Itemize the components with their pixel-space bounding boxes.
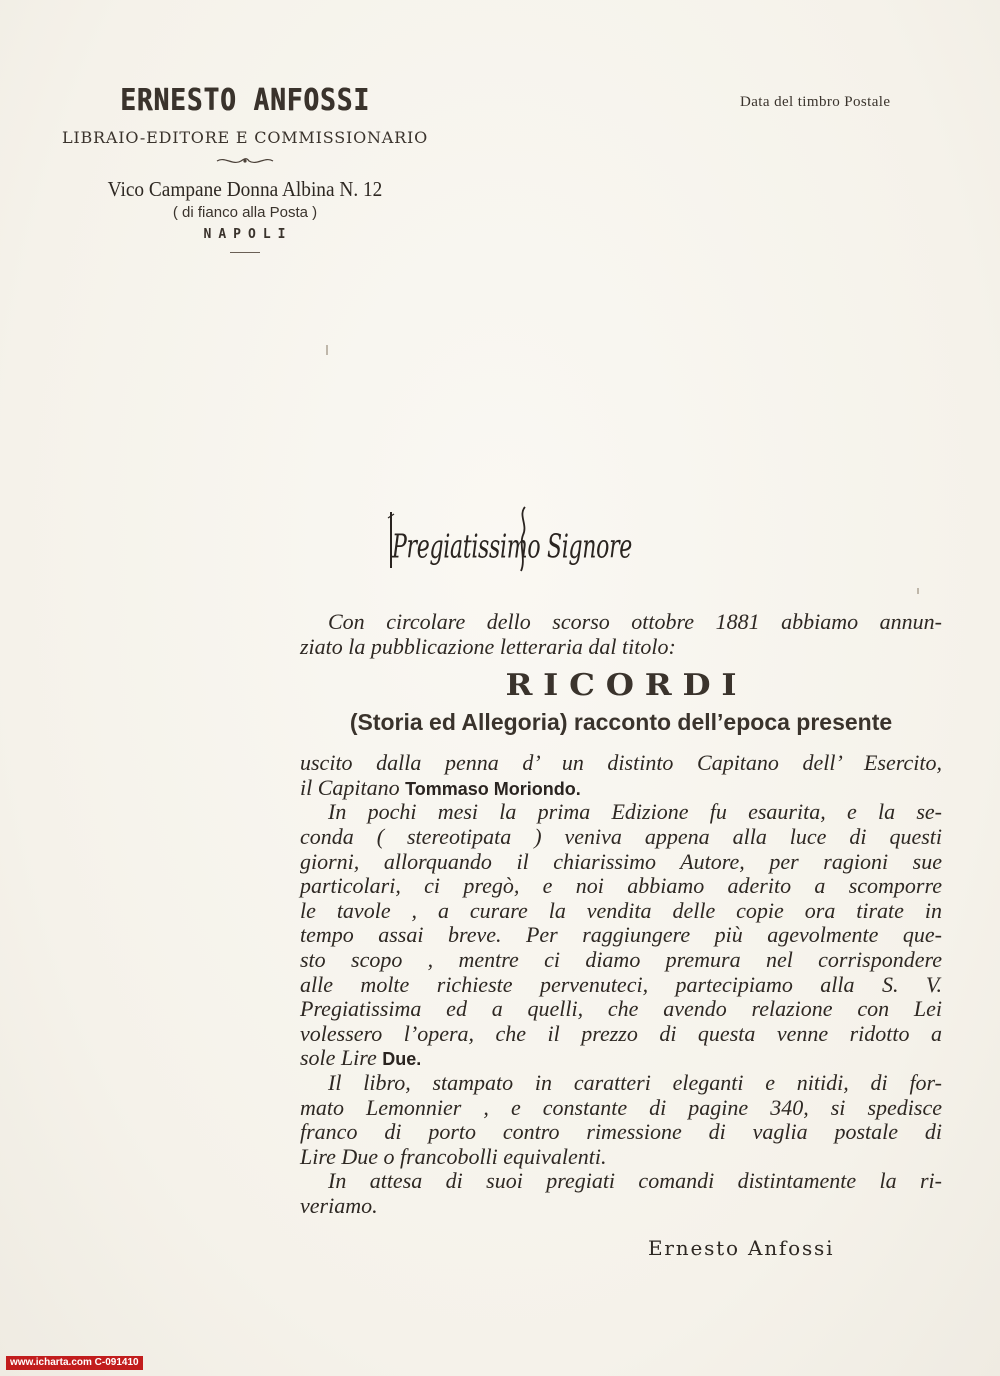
postmark-date-label: Data del timbro Postale bbox=[740, 94, 891, 110]
price-amount: Due. bbox=[382, 1049, 422, 1070]
signature: Ernesto Anfossi bbox=[648, 1236, 835, 1260]
body-line: sto scopo , mentre ci diamo premura nel corrispondere bbox=[300, 946, 942, 972]
body-line: Il libro, stampato in caratteri eleganti e nitidi, di for- bbox=[328, 1069, 942, 1095]
paper-speck bbox=[326, 345, 328, 355]
body-line: In attesa di suoi pregiati comandi distintamente la ri- bbox=[328, 1168, 942, 1194]
body-line: particolari, ci pregò, e noi abbiamo aderito a scomporre bbox=[300, 873, 942, 899]
ornament-flourish-icon bbox=[215, 155, 275, 167]
body-line: In pochi mesi la prima Edizione fu esaurita, e la se- bbox=[328, 799, 942, 825]
watermark-link[interactable]: www.icharta.com C-091410 bbox=[6, 1356, 143, 1370]
paper-speck bbox=[917, 588, 919, 594]
firm-address: Vico Campane Donna Albina N. 12 bbox=[107, 177, 383, 201]
price-line-prefix: sole Lire bbox=[300, 1045, 377, 1071]
firm-name: ERNESTO ANFOSSI bbox=[120, 83, 370, 119]
body-line: Lire Due o francobolli equivalenti. bbox=[300, 1143, 607, 1169]
letterhead-divider bbox=[230, 252, 260, 253]
body-line bbox=[300, 1046, 942, 1071]
body-line: mato Lemonnier , e constante di pagine 340, si spedisce bbox=[300, 1094, 942, 1120]
author-line-prefix: il Capitano bbox=[300, 774, 400, 800]
author-name: Tommaso Moriondo. bbox=[405, 778, 581, 799]
book-subtitle: (Storia ed Allegoria) racconto dell’epoca presente bbox=[349, 709, 893, 736]
firm-role: LIBRAIO-EDITORE E COMMISSIONARIO bbox=[61, 128, 429, 147]
body-line: conda ( stereotipata ) veniva appena alla luce di questi bbox=[300, 823, 942, 849]
body-line bbox=[300, 776, 942, 801]
body-line: volessero l’opera, che il prezzo di questa venne ridotto a bbox=[300, 1020, 942, 1046]
letterhead bbox=[40, 82, 450, 253]
body-line: alle molte richieste pervenuteci, partecipiamo alla S. V. bbox=[300, 971, 942, 997]
salutation bbox=[386, 505, 633, 575]
book-title: RICORDI bbox=[505, 668, 748, 704]
body-line: le tavole , a curare la vendita delle copie ora tirate in bbox=[300, 897, 942, 923]
firm-city: NAPOLI bbox=[203, 227, 293, 242]
salutation-text: Pregiatissimo Signore bbox=[392, 528, 633, 567]
body-line: ziato la pubblicazione letteraria dal titolo: bbox=[300, 633, 676, 659]
firm-address-note: ( di fianco alla Posta ) bbox=[172, 204, 318, 221]
body-line: giorni, allorquando il chiarissimo Autore, per ragioni sue bbox=[300, 848, 942, 874]
body-line: uscito dalla penna d’ un distinto Capitano dell’ Esercito, bbox=[300, 750, 942, 776]
letter-body bbox=[300, 610, 942, 1218]
body-line: Con circolare dello scorso ottobre 1881 abbiamo annun- bbox=[328, 609, 942, 634]
body-line: veriamo. bbox=[300, 1192, 378, 1218]
body-line: franco di porto contro rimessione di vaglia postale di bbox=[300, 1119, 942, 1145]
body-line: Pregiatissima ed a quelli, che avendo relazione con Lei bbox=[300, 996, 942, 1022]
body-line: tempo assai breve. Per raggiungere più agevolmente que- bbox=[300, 922, 942, 948]
